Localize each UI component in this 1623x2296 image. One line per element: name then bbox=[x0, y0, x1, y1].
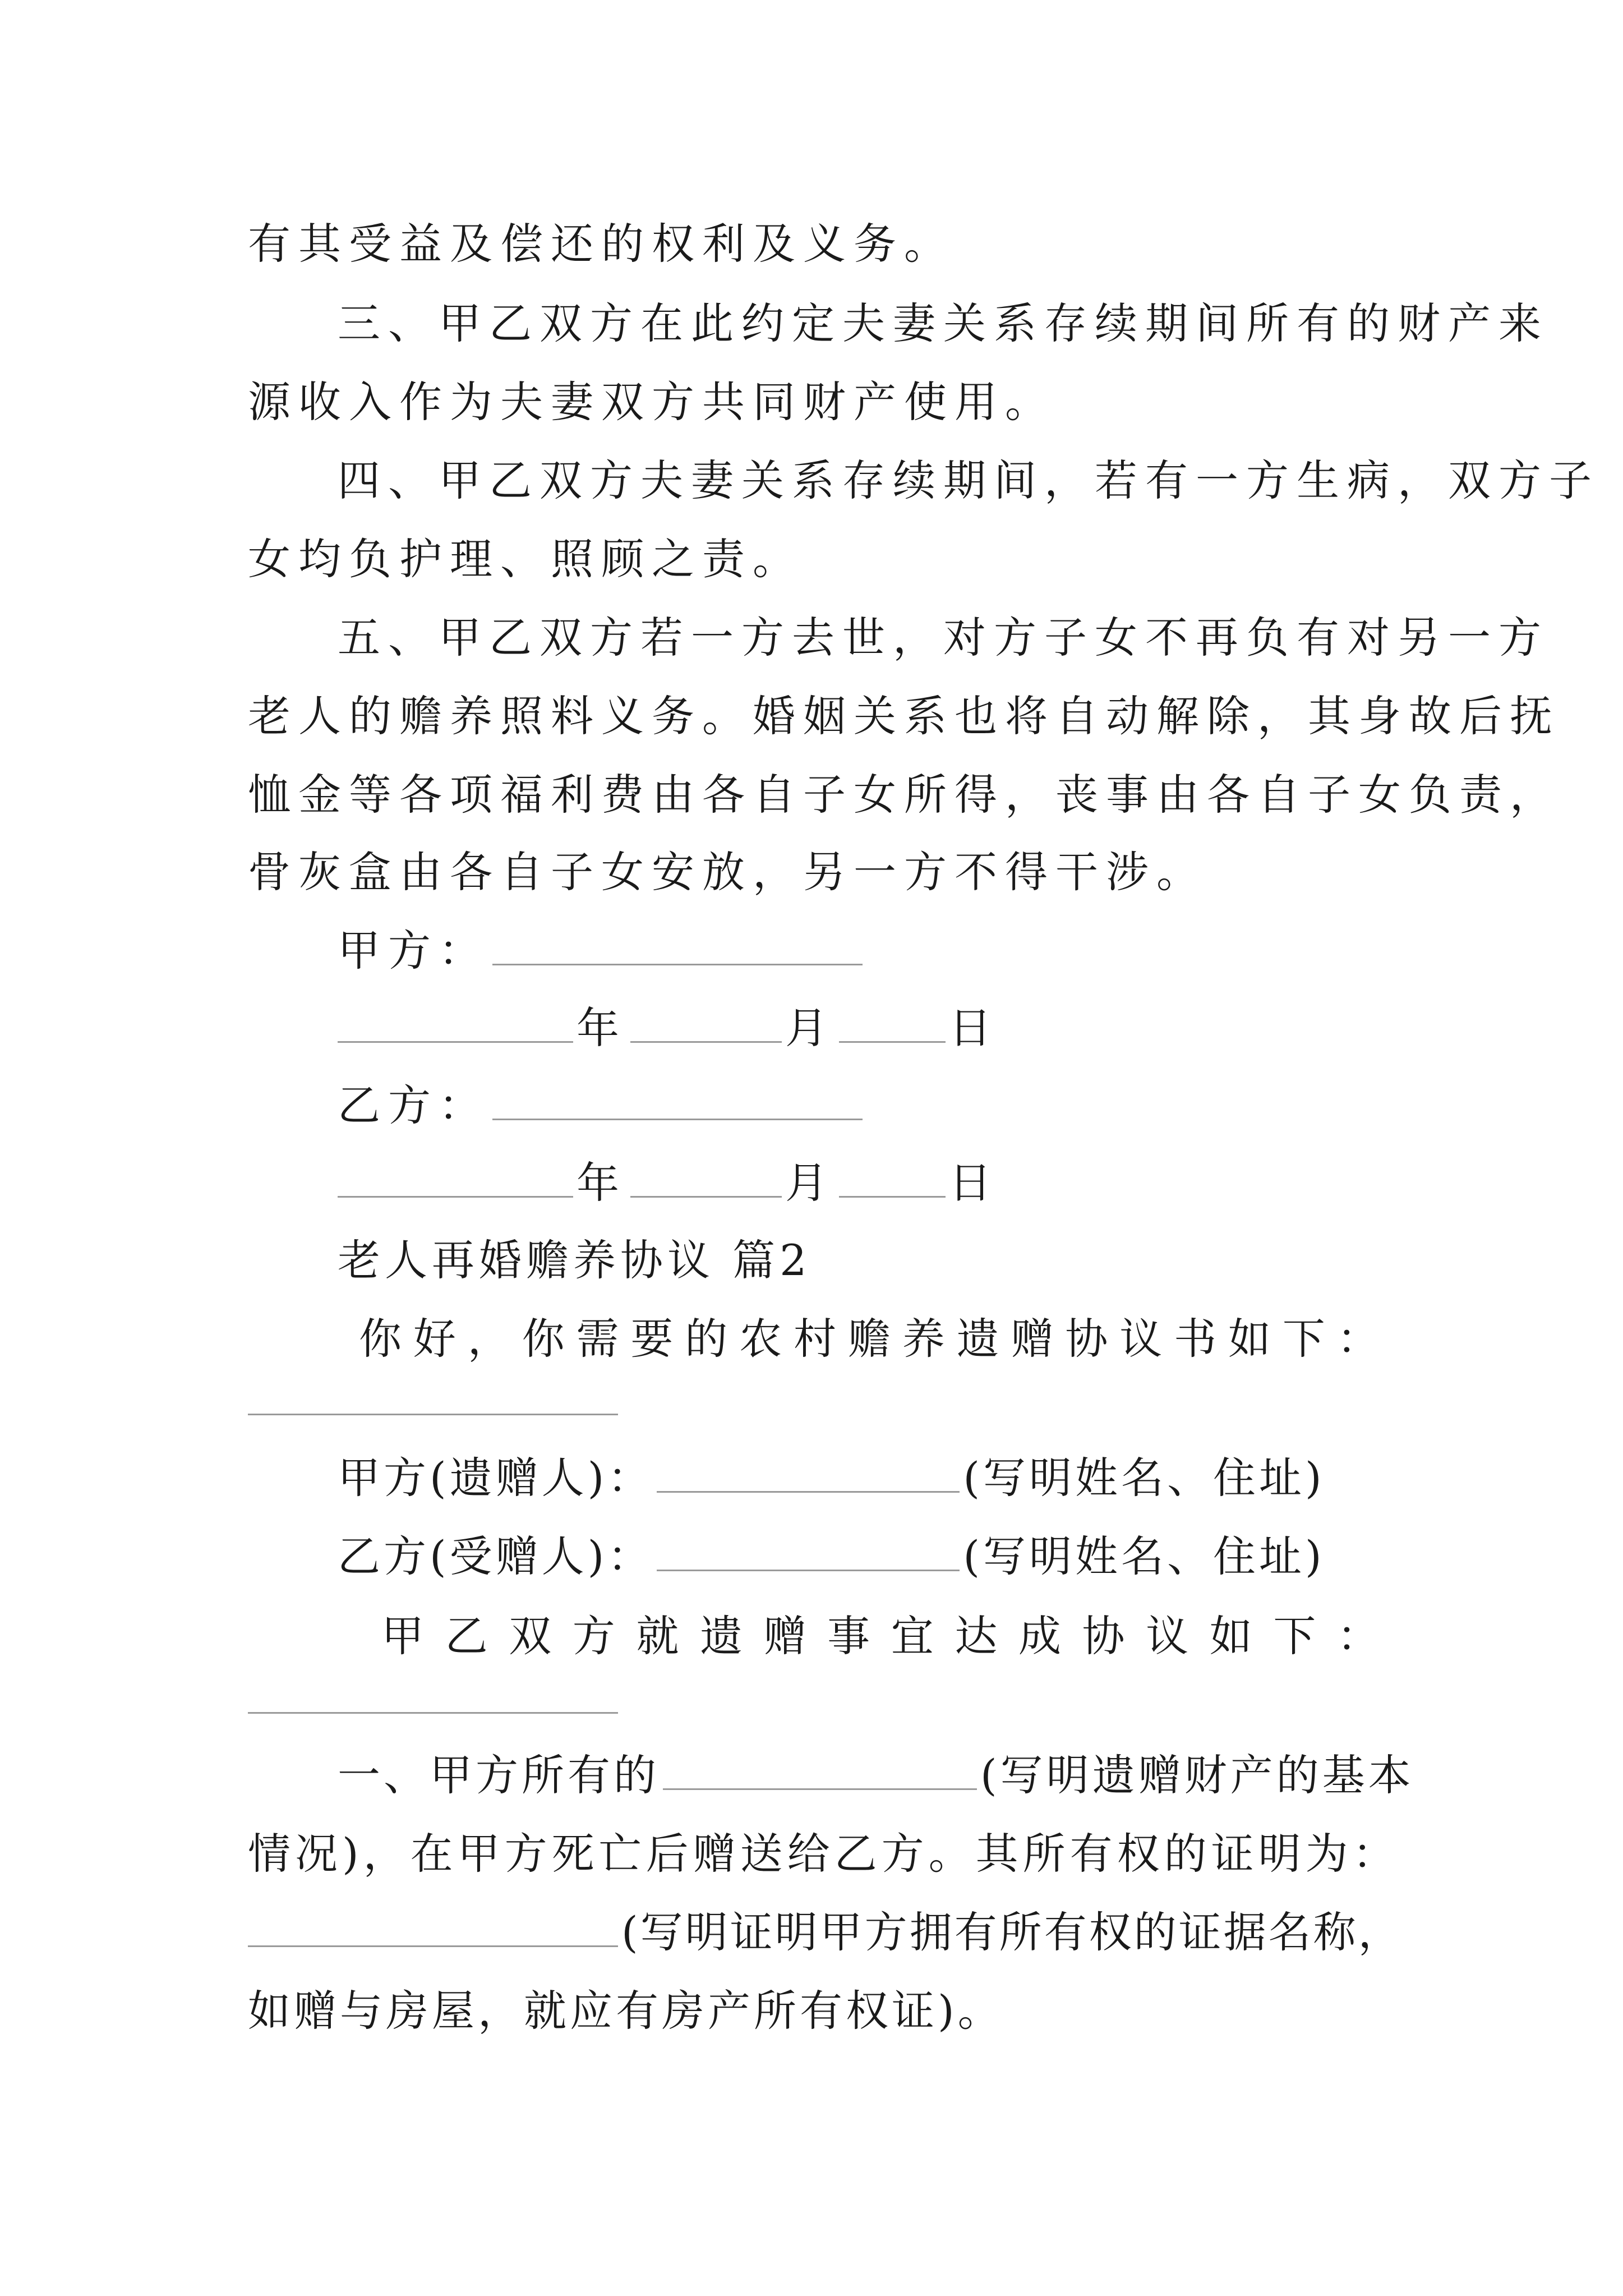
clause-one-start: 一、甲方所有的 bbox=[338, 1750, 660, 1800]
day-label: 日 bbox=[949, 1158, 999, 1208]
year-label: 年 bbox=[577, 1158, 627, 1208]
spread-char: 下 bbox=[1282, 1314, 1325, 1364]
text-line: 如赠与房屋，就应有房产所有权证)。 bbox=[248, 1986, 1004, 2036]
text-line: 老人的赡养照料义务。婚姻关系也将自动解除，其身故后抚 bbox=[248, 691, 1560, 741]
spread-char: 遗 bbox=[956, 1314, 999, 1364]
clause-one-line bbox=[338, 1733, 1414, 1818]
year-label: 年 bbox=[577, 1003, 627, 1053]
spread-char: 下 bbox=[1273, 1611, 1316, 1661]
spread-char: 议 bbox=[1146, 1611, 1189, 1661]
clause-three: 三、甲乙双方在此约定夫妻关系存续期间所有的财产来 bbox=[338, 298, 1549, 348]
section-title: 老人再婚赡养协议 篇2 bbox=[338, 1235, 811, 1285]
spread-char: 遗 bbox=[699, 1611, 743, 1661]
day-blank[interactable] bbox=[839, 1157, 946, 1198]
spread-char: 事 bbox=[827, 1611, 870, 1661]
clause-one-note: (写明遗赠财产的基本 bbox=[980, 1750, 1414, 1800]
party-a-signature-line bbox=[338, 909, 1386, 993]
text-line: 恤金等各项福利费由各自子女所得，丧事由各自子女负责， bbox=[248, 770, 1560, 820]
text-line: 情况)，在甲方死亡后赠送给乙方。其所有权的证明为： bbox=[248, 1829, 1400, 1879]
text-line: 源收入作为夫妻双方共同财产使用。 bbox=[248, 377, 1055, 427]
spread-char: 甲 bbox=[381, 1611, 424, 1661]
party-a-blank[interactable] bbox=[492, 924, 863, 965]
month-blank[interactable] bbox=[630, 1157, 782, 1198]
party-a-date-line bbox=[338, 986, 1386, 1070]
fill-rule bbox=[248, 1712, 618, 1714]
spread-char: 你 bbox=[359, 1314, 402, 1364]
agreement-line bbox=[381, 1594, 1380, 1678]
spread-char: ， bbox=[467, 1314, 510, 1364]
party-b-blank[interactable] bbox=[492, 1079, 863, 1120]
spread-char: 好 bbox=[413, 1314, 456, 1364]
spread-char: 如 bbox=[1209, 1611, 1252, 1661]
spread-char: 你 bbox=[522, 1314, 565, 1364]
month-label: 月 bbox=[785, 1003, 836, 1053]
text-line: 骨灰盒由各自子女安放，另一方不得干涉。 bbox=[248, 847, 1207, 897]
spread-char: 要 bbox=[630, 1314, 674, 1364]
text-line: 女均负护理、照顾之责。 bbox=[248, 534, 803, 584]
party-b-date-line bbox=[338, 1141, 1386, 1225]
spread-char: 赠 bbox=[763, 1611, 806, 1661]
testator-label: 甲方(遗赠人)： bbox=[338, 1453, 654, 1503]
spread-char: 养 bbox=[902, 1314, 945, 1364]
spread-char: 农 bbox=[739, 1314, 782, 1364]
legatee-line bbox=[338, 1515, 1386, 1599]
legatee-label: 乙方(受赠人)： bbox=[338, 1531, 654, 1581]
spread-char: 成 bbox=[1018, 1611, 1061, 1661]
legatee-note: (写明姓名、住址) bbox=[963, 1531, 1325, 1581]
spread-char: 双 bbox=[509, 1611, 552, 1661]
clause-four: 四、甲乙双方夫妻关系存续期间，若有一方生病，双方子 bbox=[338, 455, 1599, 505]
spread-char: ： bbox=[1336, 1611, 1380, 1661]
spread-char: 方 bbox=[572, 1611, 615, 1661]
spread-char: 需 bbox=[576, 1314, 619, 1364]
day-blank[interactable] bbox=[839, 1002, 946, 1043]
spread-char: 协 bbox=[1065, 1314, 1108, 1364]
spread-char: 的 bbox=[685, 1314, 728, 1364]
spread-char: 宜 bbox=[891, 1611, 934, 1661]
spread-char: 赠 bbox=[1011, 1314, 1054, 1364]
month-blank[interactable] bbox=[630, 1002, 782, 1043]
testator-line bbox=[338, 1436, 1386, 1520]
spread-char: 书 bbox=[1174, 1314, 1217, 1364]
proof-blank[interactable] bbox=[248, 1906, 618, 1947]
party-b-signature-line bbox=[338, 1064, 1386, 1148]
spread-char: 达 bbox=[955, 1611, 998, 1661]
spread-char: 赡 bbox=[847, 1314, 891, 1364]
spread-char: ： bbox=[1336, 1314, 1380, 1364]
text-line: 有其受益及偿还的权利及义务。 bbox=[248, 219, 955, 269]
spread-char: 就 bbox=[636, 1611, 679, 1661]
party-a-label: 甲方： bbox=[338, 926, 489, 976]
clause-five: 五、甲乙双方若一方去世，对方子女不再负有对另一方 bbox=[338, 613, 1549, 662]
month-label: 月 bbox=[785, 1158, 836, 1208]
year-blank[interactable] bbox=[338, 1002, 573, 1043]
day-label: 日 bbox=[949, 1003, 999, 1053]
clause-one-note-2: (写明证明甲方拥有所有权的证据名称， bbox=[621, 1907, 1403, 1957]
testator-note: (写明姓名、住址) bbox=[963, 1453, 1325, 1503]
greeting-line bbox=[359, 1297, 1380, 1381]
proof-line bbox=[248, 1890, 1403, 1975]
year-blank[interactable] bbox=[338, 1157, 573, 1198]
party-b-label: 乙方： bbox=[338, 1080, 489, 1130]
spread-char: 村 bbox=[794, 1314, 836, 1364]
spread-char: 乙 bbox=[445, 1611, 488, 1661]
spread-char: 议 bbox=[1119, 1314, 1163, 1364]
testator-blank[interactable] bbox=[657, 1452, 960, 1493]
legatee-blank[interactable] bbox=[657, 1530, 960, 1571]
fill-rule bbox=[248, 1414, 618, 1415]
property-blank[interactable] bbox=[663, 1749, 977, 1790]
spread-char: 协 bbox=[1082, 1611, 1125, 1661]
spread-char: 如 bbox=[1228, 1314, 1271, 1364]
